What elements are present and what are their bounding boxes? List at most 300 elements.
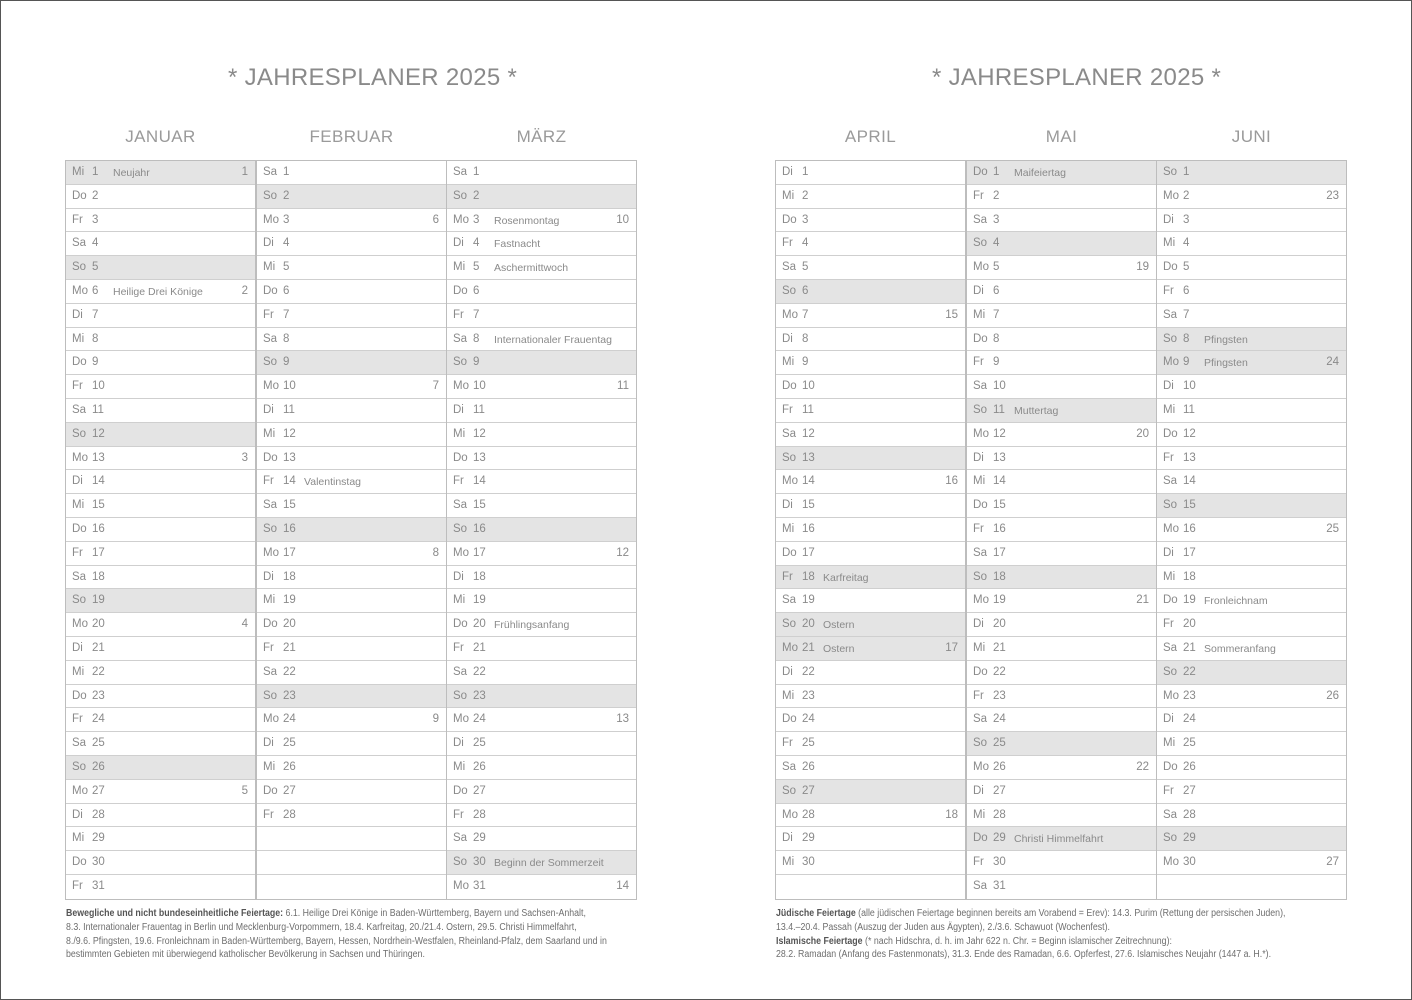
day-number: 18 xyxy=(473,570,486,583)
day-number: 11 xyxy=(993,403,1005,416)
day-row xyxy=(447,661,636,685)
holiday-label: Maifeiertag xyxy=(1014,167,1066,179)
day-number: 1 xyxy=(92,166,99,178)
day-row xyxy=(1157,756,1346,780)
weekday: Fr xyxy=(1163,618,1174,631)
weekday: Mi xyxy=(973,808,986,821)
day-number: 22 xyxy=(802,665,815,678)
day-number: 25 xyxy=(1183,737,1196,750)
day-number: 26 xyxy=(92,760,105,773)
week-number: 13 xyxy=(616,713,629,726)
day-row xyxy=(66,161,255,185)
day-number: 6 xyxy=(993,284,1000,297)
weekday: Do xyxy=(782,713,797,726)
day-row xyxy=(257,209,446,233)
day-number: 23 xyxy=(473,689,486,702)
day-number: 20 xyxy=(802,618,815,631)
weekday: Fr xyxy=(453,641,464,654)
day-row xyxy=(967,756,1156,780)
day-row xyxy=(257,780,446,804)
weekday: Mi xyxy=(72,499,85,512)
day-number: 24 xyxy=(473,713,486,726)
weekday: Mo xyxy=(782,641,798,654)
day-row xyxy=(1157,875,1346,899)
weekday: So xyxy=(453,189,468,202)
day-number: 17 xyxy=(802,546,815,559)
weekday: Mo xyxy=(1163,189,1179,202)
day-row xyxy=(447,637,636,661)
day-row xyxy=(1157,209,1346,233)
weekday: So xyxy=(1163,332,1178,345)
day-number: 1 xyxy=(802,166,809,178)
weekday: Mi xyxy=(72,665,85,678)
day-row xyxy=(967,399,1156,423)
day-row xyxy=(776,827,965,851)
day-row xyxy=(1157,827,1346,851)
week-number: 25 xyxy=(1326,522,1339,535)
day-number: 30 xyxy=(92,856,105,869)
weekday: Mo xyxy=(453,213,469,226)
day-row xyxy=(776,447,965,471)
day-number: 14 xyxy=(1183,475,1196,488)
weekday: Sa xyxy=(782,760,797,773)
weekday: Di xyxy=(973,451,984,464)
day-row xyxy=(1157,637,1346,661)
weekday: Di xyxy=(973,284,984,297)
day-row xyxy=(66,447,255,471)
day-row xyxy=(776,351,965,375)
day-number: 28 xyxy=(802,808,815,821)
page-title: * JAHRESPLANER 2025 * xyxy=(228,64,518,91)
day-number: 24 xyxy=(993,713,1006,726)
day-row xyxy=(967,209,1156,233)
day-number: 4 xyxy=(283,237,290,250)
day-number: 24 xyxy=(283,713,296,726)
day-row xyxy=(257,756,446,780)
day-row xyxy=(967,470,1156,494)
holiday-label: Muttertag xyxy=(1014,404,1059,417)
day-number: 15 xyxy=(92,499,105,512)
day-number: 11 xyxy=(473,403,485,416)
day-row xyxy=(447,447,636,471)
day-number: 27 xyxy=(993,784,1006,797)
weekday: Mo xyxy=(263,213,279,226)
weekday: Do xyxy=(782,546,797,559)
day-row xyxy=(1157,304,1346,328)
weekday: Mo xyxy=(973,594,989,607)
day-row xyxy=(66,661,255,685)
day-row xyxy=(776,780,965,804)
day-number: 28 xyxy=(92,808,105,821)
weekday: So xyxy=(453,356,468,369)
day-number: 23 xyxy=(993,689,1006,702)
day-number: 8 xyxy=(283,332,290,345)
weekday: Fr xyxy=(1163,284,1174,297)
day-number: 19 xyxy=(802,594,815,607)
day-row xyxy=(447,161,636,185)
footnote-line: 8./9.6. Pfingsten, 19.6. Fronleichnam in Baden-Württemberg, Bayern, Hessen, Nordrhein-Westfalen, Rheinland-Pfalz, dem Saarland und in xyxy=(66,935,607,947)
weekday: Mo xyxy=(263,380,279,393)
day-number: 29 xyxy=(1183,832,1196,845)
weekday: Do xyxy=(782,213,797,226)
day-number: 7 xyxy=(473,308,480,321)
day-number: 11 xyxy=(92,403,104,416)
day-number: 22 xyxy=(473,665,486,678)
day-number: 17 xyxy=(1183,546,1196,559)
day-number: 5 xyxy=(993,261,1000,274)
day-number: 10 xyxy=(473,380,486,393)
weekday: Fr xyxy=(1163,784,1174,797)
day-number: 12 xyxy=(473,427,486,440)
day-grid xyxy=(1156,160,1347,900)
day-row xyxy=(257,732,446,756)
day-number: 25 xyxy=(993,737,1006,750)
day-row xyxy=(967,351,1156,375)
day-row xyxy=(1157,494,1346,518)
day-row xyxy=(776,256,965,280)
month-name: MAI xyxy=(1045,127,1078,146)
day-row xyxy=(66,328,255,352)
weekday: So xyxy=(973,237,988,250)
weekday: Do xyxy=(1163,427,1178,440)
day-row xyxy=(66,589,255,613)
day-row xyxy=(66,708,255,732)
weekday: So xyxy=(263,189,278,202)
day-row xyxy=(447,518,636,542)
holiday-label: Valentinstag xyxy=(304,476,362,489)
day-row xyxy=(776,589,965,613)
holiday-label: Sommeranfang xyxy=(1204,642,1276,655)
weekday: Mi xyxy=(1163,570,1176,583)
weekday: Do xyxy=(1163,760,1178,773)
day-number: 7 xyxy=(993,308,1000,321)
day-number: 8 xyxy=(1183,332,1190,345)
weekday: Sa xyxy=(72,403,87,416)
day-number: 29 xyxy=(473,832,486,845)
day-number: 24 xyxy=(1183,713,1196,726)
day-row xyxy=(257,161,446,185)
day-row xyxy=(66,399,255,423)
weekday: Fr xyxy=(263,308,274,321)
weekday: So xyxy=(453,856,468,869)
day-row xyxy=(257,708,446,732)
footnote xyxy=(66,907,612,962)
day-number: 21 xyxy=(993,641,1006,654)
week-number: 23 xyxy=(1326,189,1339,202)
day-number: 24 xyxy=(92,713,105,726)
weekday: Sa xyxy=(973,879,988,892)
week-number: 10 xyxy=(616,213,629,226)
weekday: Mi xyxy=(782,856,795,869)
day-row xyxy=(447,423,636,447)
day-row xyxy=(257,637,446,661)
day-row xyxy=(257,232,446,256)
day-number: 24 xyxy=(802,713,815,726)
day-row xyxy=(257,589,446,613)
day-row xyxy=(257,685,446,709)
week-number: 14 xyxy=(616,879,629,892)
day-number: 25 xyxy=(802,737,815,750)
week-number: 22 xyxy=(1136,760,1149,773)
weekday: Mo xyxy=(72,451,88,464)
weekday: Di xyxy=(782,166,793,178)
day-row xyxy=(257,280,446,304)
day-number: 12 xyxy=(1183,427,1196,440)
day-row xyxy=(1157,375,1346,399)
day-row xyxy=(66,613,255,637)
day-number: 9 xyxy=(802,356,809,369)
day-row xyxy=(967,851,1156,875)
weekday: Do xyxy=(453,784,468,797)
day-row xyxy=(1157,685,1346,709)
weekday: Di xyxy=(453,403,464,416)
day-number: 20 xyxy=(473,618,486,631)
day-row xyxy=(776,470,965,494)
week-number: 19 xyxy=(1136,261,1149,274)
weekday: Do xyxy=(782,380,797,393)
day-number: 20 xyxy=(283,618,296,631)
day-row xyxy=(447,827,636,851)
weekday: So xyxy=(782,784,797,797)
weekday: Di xyxy=(1163,546,1174,559)
day-row xyxy=(447,804,636,828)
day-row xyxy=(1157,232,1346,256)
weekday: Di xyxy=(453,237,464,250)
weekday: Mo xyxy=(782,475,798,488)
day-row xyxy=(66,637,255,661)
weekday: So xyxy=(453,689,468,702)
day-row xyxy=(257,875,446,899)
weekday: Mo xyxy=(973,427,989,440)
day-row xyxy=(447,875,636,899)
weekday: So xyxy=(973,570,988,583)
day-row xyxy=(447,304,636,328)
weekday: Do xyxy=(453,618,468,631)
day-number: 18 xyxy=(802,570,815,583)
month-name: JUNI xyxy=(1231,127,1272,146)
day-number: 8 xyxy=(802,332,809,345)
day-number: 5 xyxy=(1183,261,1190,274)
day-number: 4 xyxy=(1183,237,1190,250)
day-number: 5 xyxy=(802,261,809,274)
weekday: Mo xyxy=(453,713,469,726)
day-row xyxy=(66,851,255,875)
day-row xyxy=(447,685,636,709)
day-row xyxy=(967,185,1156,209)
day-number: 5 xyxy=(473,261,480,274)
footnote-line: Jüdische Feiertage (alle jüdischen Feiertage beginnen bereits am Vorabend = Erev): 14.3. Purim (Rettung der persischen Juden), xyxy=(776,908,1286,919)
weekday: Di xyxy=(263,570,274,583)
weekday: Do xyxy=(263,618,278,631)
holiday-label: Neujahr xyxy=(113,167,150,179)
day-number: 23 xyxy=(92,689,105,702)
month-name: JANUAR xyxy=(125,127,196,146)
day-number: 28 xyxy=(1183,808,1196,821)
day-number: 25 xyxy=(92,737,105,750)
weekday: Sa xyxy=(1163,308,1178,321)
day-number: 18 xyxy=(283,570,296,583)
day-number: 2 xyxy=(283,189,290,202)
day-number: 27 xyxy=(283,784,296,797)
weekday: So xyxy=(72,427,87,440)
weekday: Mo xyxy=(453,546,469,559)
page-title: * JAHRESPLANER 2025 * xyxy=(932,64,1222,91)
day-number: 6 xyxy=(802,284,809,297)
day-row xyxy=(776,304,965,328)
day-number: 23 xyxy=(802,689,815,702)
day-number: 9 xyxy=(993,356,1000,369)
day-row xyxy=(66,875,255,899)
weekday: Mi xyxy=(453,594,466,607)
month-name: MÄRZ xyxy=(516,127,567,146)
day-row xyxy=(1157,732,1346,756)
weekday: Mi xyxy=(263,760,276,773)
weekday: Sa xyxy=(973,546,988,559)
day-number: 27 xyxy=(1183,784,1196,797)
day-grid xyxy=(966,160,1157,900)
day-row xyxy=(257,375,446,399)
weekday: Mi xyxy=(453,427,466,440)
day-row xyxy=(776,232,965,256)
footnote-line: 13.4.–20.4. Passah (Auszug der Juden aus Ägypten), 2./3.6. Schawuot (Wochenfest). xyxy=(776,921,1110,933)
day-number: 22 xyxy=(993,665,1006,678)
weekday: Do xyxy=(973,499,988,512)
day-row xyxy=(1157,518,1346,542)
day-row xyxy=(967,518,1156,542)
weekday: Fr xyxy=(72,713,83,726)
weekday: Fr xyxy=(782,737,793,750)
weekday: Sa xyxy=(72,570,87,583)
day-number: 11 xyxy=(283,403,295,416)
weekday: So xyxy=(263,522,278,535)
day-row xyxy=(967,328,1156,352)
weekday: Fr xyxy=(72,380,83,393)
day-number: 13 xyxy=(473,451,486,464)
day-number: 27 xyxy=(92,784,105,797)
weekday: Mo xyxy=(1163,522,1179,535)
day-row xyxy=(967,875,1156,899)
day-row xyxy=(1157,542,1346,566)
day-row xyxy=(447,708,636,732)
day-number: 29 xyxy=(993,832,1006,845)
day-number: 6 xyxy=(283,284,290,297)
weekday: Mo xyxy=(263,713,279,726)
weekday: So xyxy=(72,594,87,607)
weekday: So xyxy=(782,451,797,464)
day-number: 31 xyxy=(473,879,486,892)
weekday: Mi xyxy=(263,261,276,274)
day-grid xyxy=(775,160,966,900)
weekday: So xyxy=(1163,166,1178,178)
week-number: 15 xyxy=(945,308,958,321)
weekday: Do xyxy=(263,784,278,797)
weekday: Mo xyxy=(263,546,279,559)
day-number: 22 xyxy=(283,665,296,678)
day-row xyxy=(66,375,255,399)
weekday: Sa xyxy=(782,427,797,440)
day-number: 25 xyxy=(473,737,486,750)
day-number: 10 xyxy=(283,380,296,393)
day-row xyxy=(1157,661,1346,685)
day-number: 12 xyxy=(993,427,1006,440)
day-row xyxy=(776,161,965,185)
day-row xyxy=(257,542,446,566)
day-row xyxy=(776,637,965,661)
day-row xyxy=(967,566,1156,590)
day-row xyxy=(447,185,636,209)
day-number: 8 xyxy=(92,332,99,345)
weekday: Do xyxy=(973,332,988,345)
day-number: 1 xyxy=(473,166,480,178)
weekday: Mi xyxy=(72,832,85,845)
day-row xyxy=(1157,708,1346,732)
day-row xyxy=(66,827,255,851)
week-number: 8 xyxy=(432,546,439,559)
holiday-label: Fastnacht xyxy=(494,238,541,251)
weekday: Mi xyxy=(1163,403,1176,416)
day-number: 14 xyxy=(283,475,296,488)
day-number: 26 xyxy=(473,760,486,773)
weekday: Di xyxy=(453,737,464,750)
weekday: Do xyxy=(1163,261,1178,274)
day-row xyxy=(776,494,965,518)
day-number: 5 xyxy=(283,261,290,274)
weekday: Di xyxy=(72,308,83,321)
weekday: Fr xyxy=(263,641,274,654)
weekday: Sa xyxy=(72,737,87,750)
day-row xyxy=(447,851,636,875)
day-number: 4 xyxy=(993,237,1000,250)
day-row xyxy=(967,637,1156,661)
day-row xyxy=(447,232,636,256)
day-number: 15 xyxy=(993,499,1006,512)
weekday: Mo xyxy=(1163,356,1179,369)
day-number: 10 xyxy=(1183,380,1196,393)
weekday: Fr xyxy=(72,879,83,892)
week-number: 9 xyxy=(432,713,439,726)
weekday: Sa xyxy=(1163,641,1178,654)
day-row xyxy=(257,447,446,471)
holiday-label: Frühlingsanfang xyxy=(494,619,570,632)
weekday: Do xyxy=(263,284,278,297)
day-row xyxy=(447,613,636,637)
day-row xyxy=(967,542,1156,566)
holiday-label: Rosenmontag xyxy=(494,214,560,227)
day-row xyxy=(66,280,255,304)
day-row xyxy=(447,732,636,756)
day-row xyxy=(1157,613,1346,637)
day-row xyxy=(776,661,965,685)
weekday: Mi xyxy=(1163,237,1176,250)
day-row xyxy=(66,185,255,209)
day-number: 16 xyxy=(993,522,1006,535)
day-number: 12 xyxy=(802,427,815,440)
day-number: 3 xyxy=(993,213,1000,226)
day-number: 18 xyxy=(993,570,1006,583)
weekday: Mi xyxy=(973,641,986,654)
day-number: 14 xyxy=(473,475,486,488)
weekday: Di xyxy=(263,237,274,250)
day-row xyxy=(1157,423,1346,447)
week-number: 4 xyxy=(241,618,248,631)
day-number: 12 xyxy=(92,427,105,440)
day-row xyxy=(1157,566,1346,590)
day-row xyxy=(776,518,965,542)
weekday: Di xyxy=(72,641,83,654)
day-row xyxy=(257,423,446,447)
weekday: Di xyxy=(72,808,83,821)
day-number: 2 xyxy=(92,189,99,202)
